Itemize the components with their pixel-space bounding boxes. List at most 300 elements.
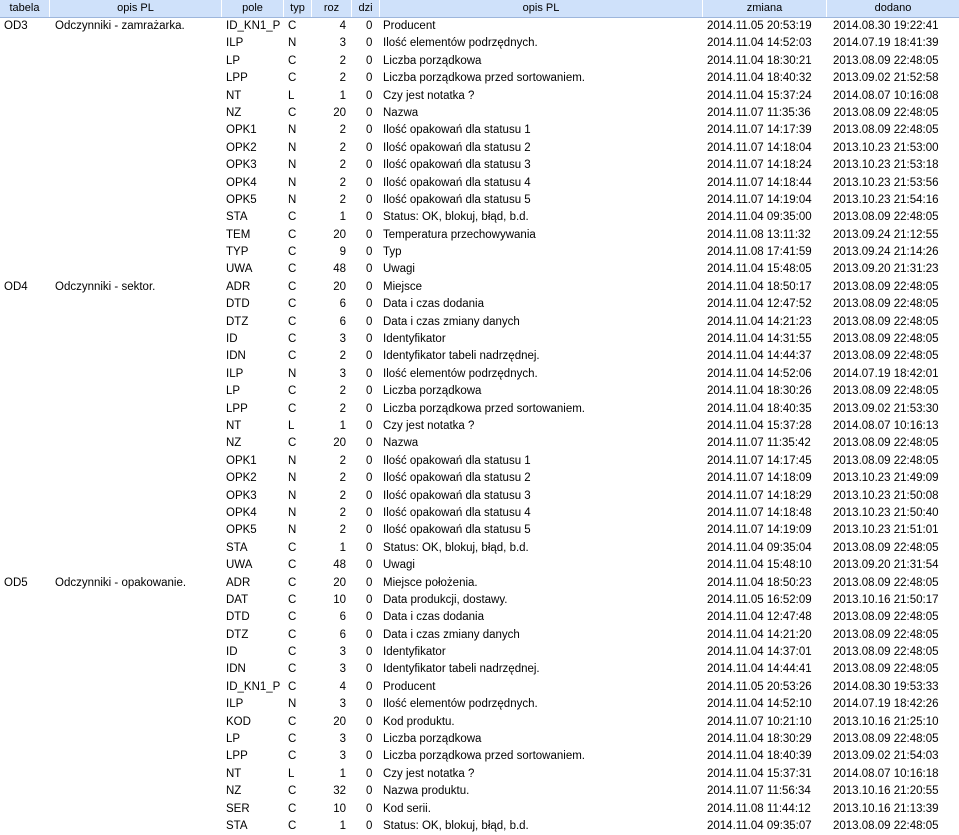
cell-pole: OPK1 bbox=[226, 454, 257, 467]
table-row[interactable] bbox=[0, 122, 959, 139]
cell-rozmiar: 48 bbox=[333, 559, 346, 572]
cell-dziesietne: 0 bbox=[366, 698, 373, 711]
cell-rozmiar: 6 bbox=[339, 628, 346, 641]
cell-rozmiar: 3 bbox=[339, 646, 346, 659]
cell-opis-pola: Ilość elementów podrzędnych. bbox=[383, 367, 538, 380]
cell-pole: ILP bbox=[226, 37, 244, 50]
cell-zmiana: 2014.11.04 12:47:48 bbox=[707, 611, 812, 624]
cell-opis-pola: Status: OK, blokuj, błąd, b.d. bbox=[383, 819, 529, 832]
cell-pole: LPP bbox=[226, 750, 248, 763]
table-row[interactable] bbox=[0, 575, 959, 592]
cell-dziesietne: 0 bbox=[366, 367, 373, 380]
cell-dziesietne: 0 bbox=[366, 663, 373, 676]
cell-dziesietne: 0 bbox=[366, 437, 373, 450]
cell-zmiana: 2014.11.04 14:37:01 bbox=[707, 646, 812, 659]
cell-dziesietne: 0 bbox=[366, 298, 373, 311]
table-row[interactable] bbox=[0, 470, 959, 487]
table-row[interactable] bbox=[0, 801, 959, 818]
cell-opis-pola: Czy jest notatka ? bbox=[383, 767, 475, 780]
cell-zmiana: 2014.11.04 09:35:07 bbox=[707, 819, 812, 832]
cell-dziesietne: 0 bbox=[366, 506, 373, 519]
cell-zmiana: 2014.11.08 11:44:12 bbox=[707, 802, 811, 815]
cell-pole: LP bbox=[226, 54, 241, 67]
cell-dodano: 2013.10.23 21:54:16 bbox=[833, 193, 939, 206]
cell-rozmiar: 2 bbox=[339, 193, 346, 206]
cell-opis-pola: Status: OK, blokuj, błąd, b.d. bbox=[383, 211, 529, 224]
cell-rozmiar: 48 bbox=[333, 263, 346, 276]
cell-opis-pola: Identyfikator tabeli nadrzędnej. bbox=[383, 350, 540, 363]
table-row[interactable] bbox=[0, 366, 959, 383]
table-row[interactable] bbox=[0, 192, 959, 209]
cell-pole: UWA bbox=[226, 263, 253, 276]
table-row[interactable] bbox=[0, 157, 959, 174]
cell-dziesietne: 0 bbox=[366, 785, 373, 798]
table-row[interactable] bbox=[0, 383, 959, 400]
cell-dziesietne: 0 bbox=[366, 541, 373, 554]
cell-typ: C bbox=[288, 385, 297, 398]
cell-typ: N bbox=[288, 367, 297, 380]
cell-dziesietne: 0 bbox=[366, 646, 373, 659]
cell-typ: C bbox=[288, 611, 297, 624]
cell-typ: N bbox=[288, 193, 297, 206]
cell-rozmiar: 2 bbox=[339, 472, 346, 485]
table-row[interactable] bbox=[0, 696, 959, 713]
cell-pole: NT bbox=[226, 89, 242, 102]
cell-dodano: 2013.08.09 22:48:05 bbox=[833, 298, 939, 311]
table-row[interactable] bbox=[0, 175, 959, 192]
cell-dziesietne: 0 bbox=[366, 802, 373, 815]
table-row[interactable] bbox=[0, 244, 959, 261]
cell-typ: C bbox=[288, 72, 297, 85]
cell-dziesietne: 0 bbox=[366, 628, 373, 641]
cell-opis-pola: Ilość opakowań dla statusu 3 bbox=[383, 489, 531, 502]
cell-rozmiar: 3 bbox=[339, 333, 346, 346]
cell-dziesietne: 0 bbox=[366, 246, 373, 259]
cell-opis-pola: Uwagi bbox=[383, 263, 415, 276]
table-row[interactable] bbox=[0, 140, 959, 157]
cell-pole: STA bbox=[226, 819, 248, 832]
cell-typ: N bbox=[288, 472, 297, 485]
cell-dodano: 2013.10.16 21:20:55 bbox=[833, 785, 939, 798]
cell-rozmiar: 20 bbox=[333, 228, 346, 241]
header-pole[interactable]: pole bbox=[222, 0, 284, 17]
cell-typ: L bbox=[288, 767, 295, 780]
cell-zmiana: 2014.11.05 20:53:26 bbox=[707, 680, 812, 693]
cell-zmiana: 2014.11.04 14:44:41 bbox=[707, 663, 812, 676]
cell-typ: N bbox=[288, 698, 297, 711]
cell-zmiana: 2014.11.04 18:50:23 bbox=[707, 576, 812, 589]
cell-dodano: 2014.07.19 18:42:01 bbox=[833, 367, 939, 380]
table-row[interactable] bbox=[0, 261, 959, 278]
cell-rozmiar: 3 bbox=[339, 733, 346, 746]
cell-dodano: 2013.10.23 21:50:40 bbox=[833, 506, 939, 519]
cell-opis-pola: Data i czas zmiany danych bbox=[383, 315, 520, 328]
cell-dodano: 2013.10.23 21:53:56 bbox=[833, 176, 939, 189]
header-roz[interactable]: roz bbox=[312, 0, 352, 17]
cell-dodano: 2013.09.24 21:12:55 bbox=[833, 228, 939, 241]
cell-pole: ID_KN1_P bbox=[226, 680, 281, 693]
cell-pole: OPK4 bbox=[226, 506, 257, 519]
cell-dodano: 2013.09.02 21:54:03 bbox=[833, 750, 939, 763]
cell-dziesietne: 0 bbox=[366, 680, 373, 693]
cell-zmiana: 2014.11.07 14:17:39 bbox=[707, 124, 812, 137]
table-row[interactable] bbox=[0, 453, 959, 470]
cell-rozmiar: 20 bbox=[333, 106, 346, 119]
table-row[interactable] bbox=[0, 209, 959, 226]
table-row[interactable] bbox=[0, 88, 959, 105]
cell-dziesietne: 0 bbox=[366, 559, 373, 572]
cell-rozmiar: 6 bbox=[339, 315, 346, 328]
cell-typ: C bbox=[288, 333, 297, 346]
cell-dodano: 2013.10.16 21:50:17 bbox=[833, 593, 939, 606]
table-row[interactable] bbox=[0, 401, 959, 418]
cell-tabela: OD3 bbox=[4, 20, 28, 32]
table-row[interactable] bbox=[0, 748, 959, 765]
cell-rozmiar: 6 bbox=[339, 298, 346, 311]
cell-typ: N bbox=[288, 37, 297, 50]
header-dodano[interactable]: dodano bbox=[874, 2, 912, 14]
cell-zmiana: 2014.11.07 14:19:04 bbox=[707, 193, 812, 206]
cell-zmiana: 2014.11.04 14:52:10 bbox=[707, 698, 812, 711]
cell-zmiana: 2014.11.04 12:47:52 bbox=[707, 298, 812, 311]
cell-opis-pola: Liczba porządkowa przed sortowaniem. bbox=[383, 72, 585, 85]
cell-dodano: 2013.08.09 22:48:05 bbox=[833, 211, 939, 224]
cell-typ: C bbox=[288, 593, 297, 606]
cell-opis-pola: Miejsce bbox=[383, 280, 422, 293]
table-row[interactable] bbox=[0, 592, 959, 609]
cell-zmiana: 2014.11.07 14:18:48 bbox=[707, 506, 812, 519]
cell-opis-pola: Ilość elementów podrzędnych. bbox=[383, 37, 538, 50]
cell-zmiana: 2014.11.08 13:11:32 bbox=[707, 228, 811, 241]
cell-typ: C bbox=[288, 663, 297, 676]
cell-opis-pola: Identyfikator bbox=[383, 646, 446, 659]
cell-zmiana: 2014.11.04 18:30:29 bbox=[707, 733, 812, 746]
cell-typ: L bbox=[288, 419, 295, 432]
cell-dziesietne: 0 bbox=[366, 333, 373, 346]
cell-rozmiar: 10 bbox=[333, 593, 346, 606]
header-typ[interactable]: typ bbox=[284, 0, 312, 17]
header-zmiana[interactable]: zmiana bbox=[703, 0, 827, 17]
cell-opis-pola: Temperatura przechowywania bbox=[383, 228, 536, 241]
cell-opis-pola: Status: OK, blokuj, błąd, b.d. bbox=[383, 541, 529, 554]
cell-opis-pola: Data i czas dodania bbox=[383, 611, 485, 624]
table-row[interactable] bbox=[0, 279, 959, 296]
cell-dodano: 2014.08.30 19:22:41 bbox=[833, 20, 939, 32]
cell-opis-pola: Ilość opakowań dla statusu 4 bbox=[383, 176, 531, 189]
cell-opis-pola: Miejsce położenia. bbox=[383, 576, 478, 589]
cell-pole: OPK4 bbox=[226, 176, 257, 189]
cell-dziesietne: 0 bbox=[366, 315, 373, 328]
cell-typ: C bbox=[288, 246, 297, 259]
table-row[interactable] bbox=[0, 53, 959, 70]
cell-pole: DTD bbox=[226, 611, 250, 624]
cell-dziesietne: 0 bbox=[366, 211, 373, 224]
cell-dziesietne: 0 bbox=[366, 37, 373, 50]
cell-dodano: 2013.09.02 21:53:30 bbox=[833, 402, 939, 415]
cell-pole: OPK1 bbox=[226, 124, 257, 137]
table-row[interactable] bbox=[0, 609, 959, 626]
cell-dodano: 2014.07.19 18:42:26 bbox=[833, 698, 939, 711]
table-row[interactable] bbox=[0, 679, 959, 696]
table-row[interactable] bbox=[0, 644, 959, 661]
cell-dziesietne: 0 bbox=[366, 280, 373, 293]
cell-typ: C bbox=[288, 315, 297, 328]
cell-dodano: 2013.10.16 21:25:10 bbox=[833, 715, 939, 728]
cell-dziesietne: 0 bbox=[366, 141, 373, 154]
cell-typ: C bbox=[288, 437, 297, 450]
cell-typ: N bbox=[288, 454, 297, 467]
cell-typ: C bbox=[288, 541, 297, 554]
cell-zmiana: 2014.11.04 09:35:00 bbox=[707, 211, 812, 224]
cell-typ: C bbox=[288, 228, 297, 241]
cell-rozmiar: 1 bbox=[339, 541, 346, 554]
cell-pole: ID_KN1_P bbox=[226, 20, 281, 32]
cell-pole: NZ bbox=[226, 106, 242, 119]
cell-rozmiar: 4 bbox=[339, 20, 346, 32]
cell-rozmiar: 9 bbox=[339, 246, 346, 259]
cell-rozmiar: 2 bbox=[339, 54, 346, 67]
cell-pole: STA bbox=[226, 541, 248, 554]
cell-opis-pola: Liczba porządkowa bbox=[383, 54, 482, 67]
cell-typ: C bbox=[288, 680, 297, 693]
cell-zmiana: 2014.11.04 15:37:24 bbox=[707, 89, 812, 102]
cell-dodano: 2013.08.09 22:48:05 bbox=[833, 646, 939, 659]
cell-dodano: 2013.09.20 21:31:23 bbox=[833, 263, 939, 276]
cell-opis-tabeli: Odczynniki - zamrażarka. bbox=[55, 20, 185, 32]
cell-rozmiar: 2 bbox=[339, 506, 346, 519]
cell-typ: C bbox=[288, 280, 297, 293]
cell-opis-pola: Liczba porządkowa bbox=[383, 733, 482, 746]
cell-opis-pola: Nazwa produktu. bbox=[383, 785, 470, 798]
cell-opis-pola: Kod serii. bbox=[383, 802, 431, 815]
cell-dziesietne: 0 bbox=[366, 472, 373, 485]
cell-dodano: 2013.09.02 21:52:58 bbox=[833, 72, 939, 85]
cell-dziesietne: 0 bbox=[366, 176, 373, 189]
table-row[interactable] bbox=[0, 783, 959, 800]
cell-dodano: 2013.10.16 21:13:39 bbox=[833, 802, 939, 815]
cell-rozmiar: 1 bbox=[339, 419, 346, 432]
cell-dodano: 2013.08.09 22:48:05 bbox=[833, 437, 939, 450]
cell-dziesietne: 0 bbox=[366, 263, 373, 276]
cell-dziesietne: 0 bbox=[366, 159, 373, 172]
cell-typ: C bbox=[288, 106, 297, 119]
cell-pole: LPP bbox=[226, 402, 248, 415]
cell-opis-pola: Ilość opakowań dla statusu 5 bbox=[383, 524, 531, 537]
cell-dodano: 2013.08.09 22:48:05 bbox=[833, 733, 939, 746]
cell-opis-pola: Typ bbox=[383, 246, 402, 259]
table-row[interactable] bbox=[0, 505, 959, 522]
cell-pole: SER bbox=[226, 802, 250, 815]
cell-pole: OPK5 bbox=[226, 524, 257, 537]
cell-opis-pola: Uwagi bbox=[383, 559, 415, 572]
cell-zmiana: 2014.11.07 14:18:09 bbox=[707, 472, 812, 485]
cell-opis-pola: Ilość opakowań dla statusu 5 bbox=[383, 193, 531, 206]
cell-dodano: 2013.08.09 22:48:05 bbox=[833, 280, 939, 293]
cell-opis-pola: Liczba porządkowa przed sortowaniem. bbox=[383, 750, 585, 763]
cell-dziesietne: 0 bbox=[366, 489, 373, 502]
cell-zmiana: 2014.11.04 15:48:10 bbox=[707, 559, 812, 572]
cell-zmiana: 2014.11.07 14:19:09 bbox=[707, 524, 812, 537]
cell-rozmiar: 3 bbox=[339, 37, 346, 50]
table-row[interactable] bbox=[0, 314, 959, 331]
cell-dodano: 2013.09.24 21:14:26 bbox=[833, 246, 939, 259]
cell-opis-pola: Data produkcji, dostawy. bbox=[383, 593, 508, 606]
cell-opis-pola: Identyfikator bbox=[383, 333, 446, 346]
cell-pole: KOD bbox=[226, 715, 251, 728]
cell-dziesietne: 0 bbox=[366, 715, 373, 728]
cell-pole: LPP bbox=[226, 72, 248, 85]
cell-pole: TEM bbox=[226, 228, 251, 241]
cell-zmiana: 2014.11.07 14:18:29 bbox=[707, 489, 812, 502]
cell-zmiana: 2014.11.04 18:30:26 bbox=[707, 385, 812, 398]
cell-zmiana: 2014.11.05 16:52:09 bbox=[707, 593, 812, 606]
cell-pole: ID bbox=[226, 333, 238, 346]
cell-dziesietne: 0 bbox=[366, 193, 373, 206]
cell-pole: OPK5 bbox=[226, 193, 257, 206]
cell-pole: UWA bbox=[226, 559, 253, 572]
cell-typ: C bbox=[288, 715, 297, 728]
cell-zmiana: 2014.11.08 17:41:59 bbox=[707, 246, 812, 259]
cell-rozmiar: 2 bbox=[339, 402, 346, 415]
cell-opis-tabeli: Odczynniki - opakowanie. bbox=[55, 576, 187, 589]
cell-typ: C bbox=[288, 646, 297, 659]
cell-opis-pola: Liczba porządkowa bbox=[383, 385, 482, 398]
cell-dziesietne: 0 bbox=[366, 524, 373, 537]
cell-pole: LP bbox=[226, 385, 241, 398]
cell-dziesietne: 0 bbox=[366, 89, 373, 102]
cell-opis-pola: Liczba porządkowa przed sortowaniem. bbox=[383, 402, 585, 415]
cell-pole: OPK2 bbox=[226, 472, 257, 485]
cell-dodano: 2014.08.30 19:53:33 bbox=[833, 680, 939, 693]
cell-rozmiar: 2 bbox=[339, 350, 346, 363]
cell-rozmiar: 4 bbox=[339, 680, 346, 693]
table-row[interactable] bbox=[0, 661, 959, 678]
table-row[interactable] bbox=[0, 435, 959, 452]
cell-pole: DAT bbox=[226, 593, 249, 606]
cell-dodano: 2013.10.23 21:50:08 bbox=[833, 489, 939, 502]
table-row[interactable] bbox=[0, 227, 959, 244]
cell-opis-pola: Ilość elementów podrzędnych. bbox=[383, 698, 538, 711]
cell-typ: N bbox=[288, 524, 297, 537]
cell-dodano: 2013.08.09 22:48:05 bbox=[833, 333, 939, 346]
cell-rozmiar: 3 bbox=[339, 698, 346, 711]
cell-typ: C bbox=[288, 802, 297, 815]
cell-dodano: 2013.08.09 22:48:05 bbox=[833, 819, 939, 832]
cell-dziesietne: 0 bbox=[366, 819, 373, 832]
cell-typ: N bbox=[288, 124, 297, 137]
table-row[interactable] bbox=[0, 348, 959, 365]
cell-opis-pola: Ilość opakowań dla statusu 4 bbox=[383, 506, 531, 519]
table-row[interactable] bbox=[0, 731, 959, 748]
cell-rozmiar: 20 bbox=[333, 576, 346, 589]
cell-typ: N bbox=[288, 176, 297, 189]
cell-typ: N bbox=[288, 489, 297, 502]
cell-pole: NT bbox=[226, 767, 242, 780]
cell-opis-pola: Nazwa bbox=[383, 437, 419, 450]
table-row[interactable] bbox=[0, 766, 959, 783]
cell-zmiana: 2014.11.04 15:37:31 bbox=[707, 767, 812, 780]
table-row[interactable] bbox=[0, 35, 959, 52]
cell-zmiana: 2014.11.07 14:17:45 bbox=[707, 454, 812, 467]
cell-dodano: 2013.10.23 21:49:09 bbox=[833, 472, 939, 485]
cell-dodano: 2013.10.23 21:51:01 bbox=[833, 524, 939, 537]
header-opis-pl[interactable]: opis PL bbox=[50, 0, 222, 17]
table-row[interactable] bbox=[0, 331, 959, 348]
cell-dziesietne: 0 bbox=[366, 124, 373, 137]
cell-dodano: 2014.07.19 18:41:39 bbox=[833, 37, 939, 50]
table-row[interactable] bbox=[0, 70, 959, 87]
table-row[interactable] bbox=[0, 818, 959, 835]
cell-zmiana: 2014.11.04 14:21:20 bbox=[707, 628, 812, 641]
cell-rozmiar: 3 bbox=[339, 750, 346, 763]
header-opis-pl-field[interactable]: opis PL bbox=[380, 0, 703, 17]
cell-zmiana: 2014.11.05 20:53:19 bbox=[707, 20, 812, 32]
cell-opis-pola: Nazwa bbox=[383, 106, 419, 119]
cell-dziesietne: 0 bbox=[366, 350, 373, 363]
cell-pole: OPK2 bbox=[226, 141, 257, 154]
cell-dodano: 2013.08.09 22:48:05 bbox=[833, 454, 939, 467]
cell-pole: ADR bbox=[226, 280, 251, 293]
table-row[interactable] bbox=[0, 105, 959, 122]
cell-pole: ADR bbox=[226, 576, 251, 589]
table-row[interactable] bbox=[0, 522, 959, 539]
cell-dziesietne: 0 bbox=[366, 20, 373, 32]
cell-typ: C bbox=[288, 263, 297, 276]
cell-dziesietne: 0 bbox=[366, 576, 373, 589]
table-row[interactable] bbox=[0, 296, 959, 313]
cell-dziesietne: 0 bbox=[366, 228, 373, 241]
cell-pole: ILP bbox=[226, 367, 244, 380]
cell-zmiana: 2014.11.07 11:35:42 bbox=[707, 437, 811, 450]
cell-rozmiar: 2 bbox=[339, 454, 346, 467]
cell-dodano: 2013.08.09 22:48:05 bbox=[833, 54, 939, 67]
cell-pole: NZ bbox=[226, 785, 242, 798]
cell-dodano: 2014.08.07 10:16:18 bbox=[833, 767, 939, 780]
cell-tabela: OD4 bbox=[4, 280, 28, 293]
cell-rozmiar: 32 bbox=[333, 785, 346, 798]
cell-dziesietne: 0 bbox=[366, 72, 373, 85]
cell-dodano: 2013.08.09 22:48:05 bbox=[833, 663, 939, 676]
table-row[interactable] bbox=[0, 540, 959, 557]
cell-dodano: 2014.08.07 10:16:08 bbox=[833, 89, 939, 102]
table-row[interactable] bbox=[0, 557, 959, 574]
header-tabela[interactable]: tabela bbox=[0, 0, 50, 17]
table-row[interactable] bbox=[0, 18, 959, 35]
table-row[interactable] bbox=[0, 627, 959, 644]
cell-opis-pola: Identyfikator tabeli nadrzędnej. bbox=[383, 663, 540, 676]
table-row[interactable] bbox=[0, 714, 959, 731]
cell-typ: C bbox=[288, 54, 297, 67]
cell-rozmiar: 1 bbox=[339, 211, 346, 224]
cell-typ: N bbox=[288, 141, 297, 154]
cell-rozmiar: 1 bbox=[339, 767, 346, 780]
table-row[interactable] bbox=[0, 418, 959, 435]
cell-zmiana: 2014.11.04 18:40:39 bbox=[707, 750, 812, 763]
table-row[interactable] bbox=[0, 488, 959, 505]
cell-zmiana: 2014.11.04 14:31:55 bbox=[707, 333, 812, 346]
cell-typ: C bbox=[288, 576, 297, 589]
table-body bbox=[0, 18, 959, 835]
cell-opis-pola: Czy jest notatka ? bbox=[383, 419, 475, 432]
cell-rozmiar: 20 bbox=[333, 280, 346, 293]
cell-zmiana: 2014.11.07 10:21:10 bbox=[707, 715, 812, 728]
cell-pole: DTZ bbox=[226, 315, 249, 328]
header-dzi[interactable]: dzi bbox=[352, 0, 380, 17]
cell-zmiana: 2014.11.07 14:18:04 bbox=[707, 141, 812, 154]
cell-pole: OPK3 bbox=[226, 159, 257, 172]
cell-typ: N bbox=[288, 159, 297, 172]
cell-pole: DTD bbox=[226, 298, 250, 311]
